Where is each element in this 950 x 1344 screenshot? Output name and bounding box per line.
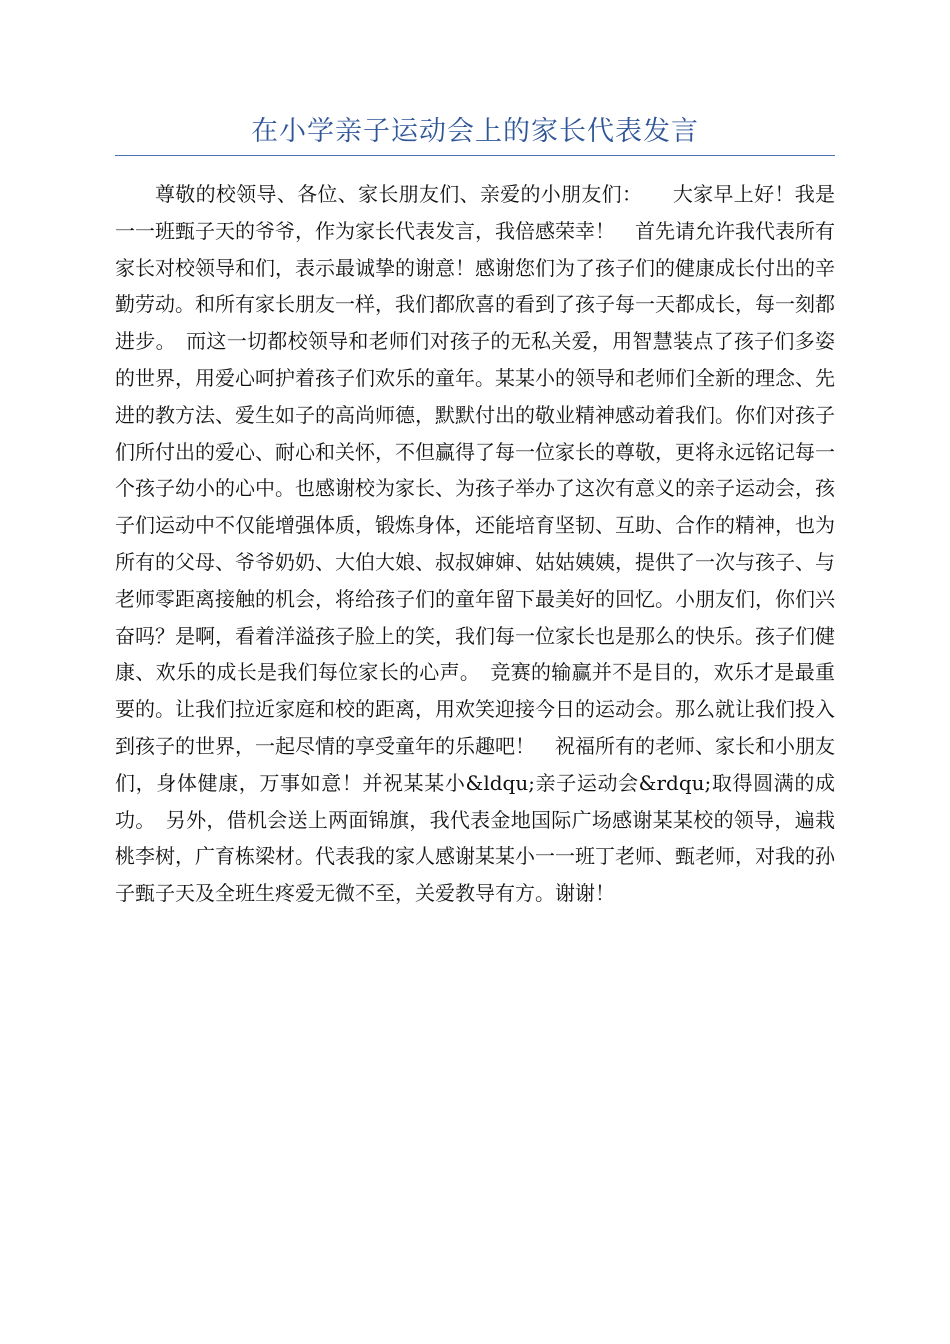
page-title: 在小学亲子运动会上的家长代表发言 [251, 116, 699, 147]
title-underline [115, 155, 835, 156]
body-paragraph: 尊敬的校领导、各位、家长朋友们、亲爱的小朋友们： 大家早上好！我是一一班甄子天的爷爷，作为家长代表发言，我倍感荣幸！ 首先请允许我代表所有家长对校领导和们，表示最诚挚的谢意！感谢您们为了孩子们的健康成长付出的辛勤劳动。和所有家长朋友一样，我们都欣喜的看到了孩子每一天都成长，每一刻都进步。 而这一切都校领导和老师们对孩子的无私关爱，用智慧装点了孩子们多姿的世界，用爱心呵护着孩子们欢乐的童年。某某小的领导和老师们全新的理念、先进的教方法、爱生如子的高尚师德，默默付出的敬业精神感动着我们。你们对孩子们所付出的爱心、耐心和关怀，不但赢得了每一位家长的尊敬，更将永远铭记每一个孩子幼小的心中。也感谢校为家长、为孩子举办了这次有意义的亲子运动会，孩子们运动中不仅能增强体质，锻炼身体，还能培育坚韧、互助、合作的精神，也为所有的父母、爷爷奶奶、大伯大娘、叔叔婶婶、姑姑姨姨，提供了一次与孩子、与老师零距离接触的机会，将给孩子们的童年留下最美好的回忆。小朋友们，你们兴奋吗？是啊，看着洋溢孩子脸上的笑，我们每一位家长也是那么的快乐。孩子们健康、欢乐的成长是我们每位家长的心声。 竞赛的输赢并不是目的，欢乐才是最重要的。让我们拉近家庭和校的距离，用欢笑迎接今日的运动会。那么就让我们投入到孩子的世界，一起尽情的享受童年的乐趣吧！ 祝福所有的老师、家长和小朋友们，身体健康，万事如意！并祝某某小&ldqu;亲子运动会&rdqu;取得圆满的成功。 另外，借机会送上两面锦旗，我代表金地国际广场感谢某某校的领导，遍栽桃李树，广育栋梁材。代表我的家人感谢某某小一一班丁老师、甄老师，对我的孙子甄子天及全班生疼爱无微不至，关爱教导有方。谢谢！ [115, 182, 835, 906]
